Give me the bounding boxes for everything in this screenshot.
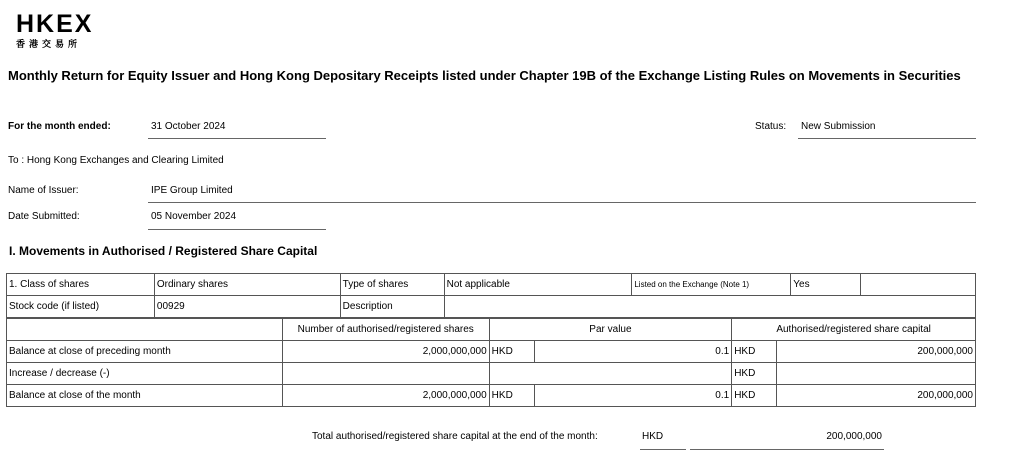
row-label: Balance at close of the month [7, 385, 283, 407]
month-ended-value: 31 October 2024 [151, 121, 226, 132]
issuer-underline [148, 202, 976, 203]
row-shares [282, 363, 489, 385]
row-capital-value: 200,000,000 [777, 385, 976, 407]
row-par-value: 0.1 [534, 385, 732, 407]
row-capital-value [777, 363, 976, 385]
share-info-table [6, 273, 976, 318]
total-value-underline [690, 449, 884, 450]
row-shares: 2,000,000,000 [282, 385, 489, 407]
row-par-currency: HKD [489, 341, 534, 363]
table-row [7, 296, 976, 318]
month-ended-label: For the month ended: [8, 121, 111, 132]
month-ended-underline [148, 138, 326, 139]
empty-cell [861, 274, 976, 296]
class-label: 1. Class of shares [7, 274, 155, 296]
row-capital-currency: HKD [732, 341, 777, 363]
table-row [7, 385, 976, 407]
table-header-row [7, 319, 976, 341]
to-line: To : Hong Kong Exchanges and Clearing Limited [8, 155, 224, 166]
col-capital-header: Authorised/registered share capital [732, 319, 976, 341]
movements-table [6, 318, 976, 407]
status-underline [798, 138, 976, 139]
date-submitted-underline [148, 229, 326, 230]
hkex-logo [16, 12, 106, 50]
table-row [7, 274, 976, 296]
issuer-label: Name of Issuer: [8, 185, 79, 196]
row-capital-currency: HKD [732, 385, 777, 407]
status-label: Status: [755, 121, 787, 132]
table-row [7, 363, 976, 385]
issuer-value: IPE Group Limited [151, 185, 233, 196]
type-value: Not applicable [444, 274, 632, 296]
date-submitted-label: Date Submitted: [8, 211, 80, 222]
description-value [444, 296, 975, 318]
col-shares-header: Number of authorised/registered shares [282, 319, 489, 341]
section-title: I. Movements in Authorised / Registered Share Capital [9, 244, 318, 258]
row-label: Increase / decrease (-) [7, 363, 283, 385]
status-value: New Submission [801, 121, 876, 132]
table-row [7, 341, 976, 363]
row-shares: 2,000,000,000 [282, 341, 489, 363]
stock-code-value: 00929 [154, 296, 340, 318]
description-label: Description [340, 296, 444, 318]
row-capital-value: 200,000,000 [777, 341, 976, 363]
row-label: Balance at close of preceding month [7, 341, 283, 363]
page-title: Monthly Return for Equity Issuer and Hong Kong Depositary Receipts listed under Chapter 19B of the Exchange Listing Rules on Movements in Securities [8, 68, 961, 83]
total-currency-underline [640, 449, 686, 450]
row-par-value [489, 363, 732, 385]
total-label: Total authorised/registered share capital at the end of the month: [312, 431, 598, 442]
type-label: Type of shares [340, 274, 444, 296]
row-par-currency: HKD [489, 385, 534, 407]
class-value: Ordinary shares [154, 274, 340, 296]
row-capital-currency: HKD [732, 363, 777, 385]
row-par-value: 0.1 [534, 341, 732, 363]
logo-text: HKEX [16, 10, 94, 38]
listed-value: Yes [791, 274, 861, 296]
date-submitted-value: 05 November 2024 [151, 211, 237, 222]
total-value: 200,000,000 [826, 431, 882, 442]
stock-code-label: Stock code (if listed) [7, 296, 155, 318]
logo-subtext: 香港交易所 [16, 39, 82, 49]
total-currency: HKD [642, 431, 664, 442]
blank-header [7, 319, 283, 341]
col-par-header: Par value [489, 319, 732, 341]
listed-label: Listed on the Exchange (Note 1) [632, 274, 791, 296]
